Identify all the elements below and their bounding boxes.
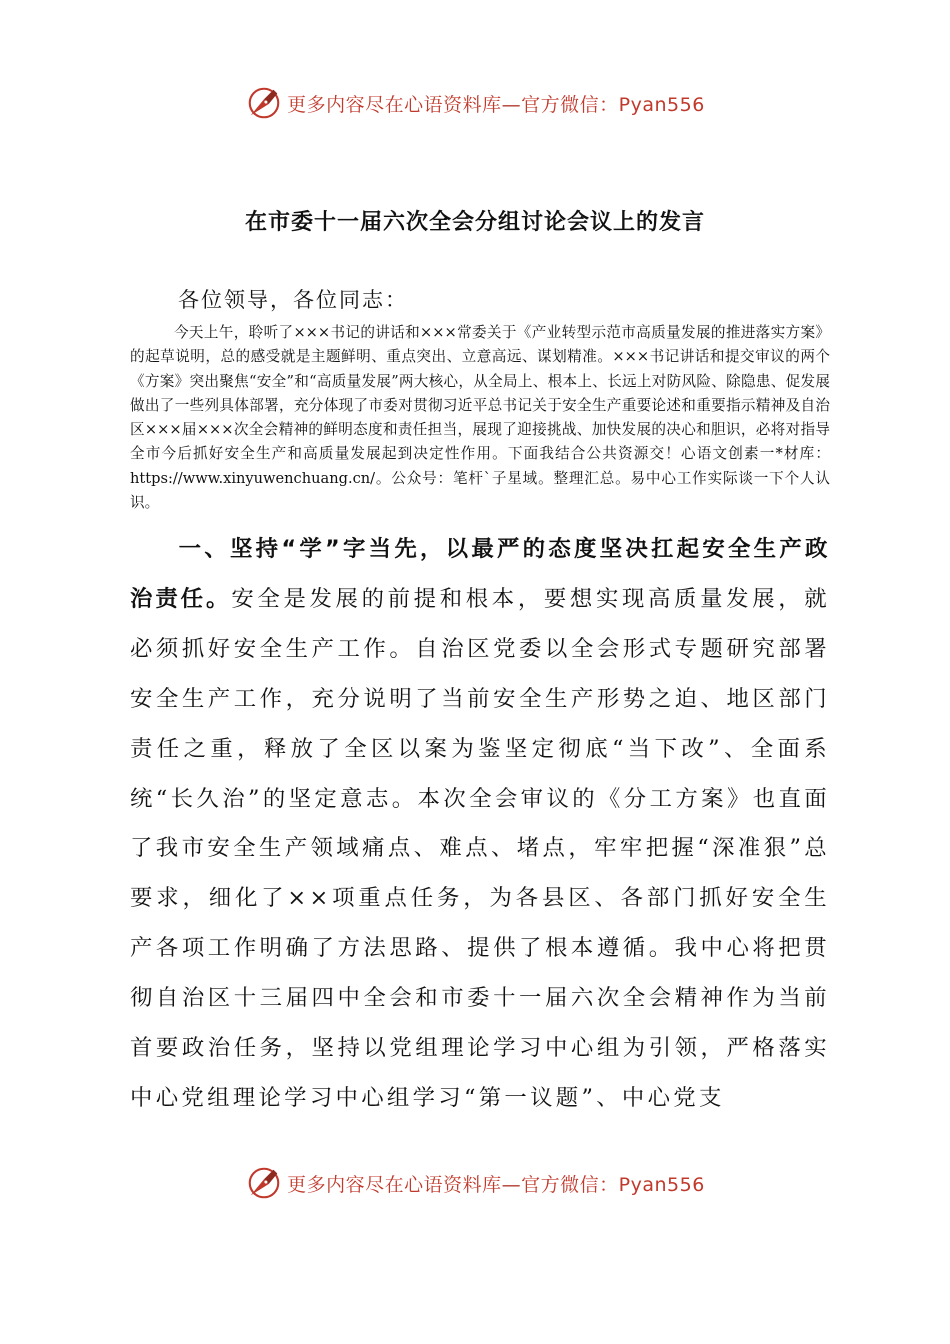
watermark-suffix: 官方微信：Pyan556 xyxy=(521,93,705,116)
section-1-body: 安全是发展的前提和根本，要想实现高质量发展，就必须抓好安全生产工作。自治区党委以全会形式专题研究部署安全生产工作，充分说明了当前安全生产形势之迫、地区部门责任之重，释放了全区以案为鉴坚定彻底“当下改”、全面系统“长久治”的坚定意志。本次全会审议的《分工方案》也直面了我市安全生产领域痛点、难点、堵点，牢牢把握“深准狠”总要求，细化了××项重点任务，为各县区、各部门抓好安全生产各项工作明确了方法思路、提供了根本遵循。我中心将把贯彻自治区十三届四中全会和市委十一届六次全会精神作为当前首要政治任务，坚持以党组理论学习中心组为引领，严格落实中心党组理论学习中心组学习“第一议题”、中心党支 xyxy=(130,585,830,1111)
footer-watermark-banner xyxy=(0,1160,950,1206)
header-watermark-banner xyxy=(0,80,950,126)
watermark-suffix: 官方微信：Pyan556 xyxy=(521,1173,705,1196)
watermark-text xyxy=(287,90,705,117)
pen-nib-logo-icon xyxy=(245,1164,283,1202)
pen-nib-logo-icon xyxy=(245,84,283,122)
greeting: 各位领导，各位同志： xyxy=(178,288,408,312)
intro-paragraph: 今天上午，聆听了×××书记的讲话和×××常委关于《产业转型示范市高质量发展的推进落实方案》的起草说明，总的感受就是主题鲜明、重点突出、立意高远、谋划精准。×××书记讲话和提交审议的两个《方案》突出聚焦“安全”和“高质量发展”两大核心，从全局上、根本上、长远上对防风险、除隐患、促发展做出了一些列具体部署，充分体现了市委对贯彻习近平总书记关于安全生产重要论述和重要指示精神及自治区×××届×××次全会精神的鲜明态度和责任担当，展现了迎接挑战、加快发展的决心和胆识，必将对指导全市今后抓好安全生产和高质量发展起到决定性作用。下面我结合公共资源交！心语文创素一*材库：https://www.xinyuwenchuang.cn/。公众号：笔杆`子星域。整理汇总。易中心工作实际谈一下个人认识。 xyxy=(130,324,830,512)
watermark-separator: — xyxy=(501,1173,522,1196)
watermark-text xyxy=(287,1170,705,1197)
section-1-heading: 一、坚持“学”字当先，以最严的态度坚决扛起安全生产政治责任。 xyxy=(130,536,830,612)
document-title: 在市委十一届六次全会分组讨论会议上的发言 xyxy=(244,210,705,235)
section-1-paragraph xyxy=(130,525,830,1124)
watermark-separator: — xyxy=(501,93,522,116)
watermark-main: 更多内容尽在心语资料库 xyxy=(287,93,502,116)
watermark-main: 更多内容尽在心语资料库 xyxy=(287,1173,502,1196)
